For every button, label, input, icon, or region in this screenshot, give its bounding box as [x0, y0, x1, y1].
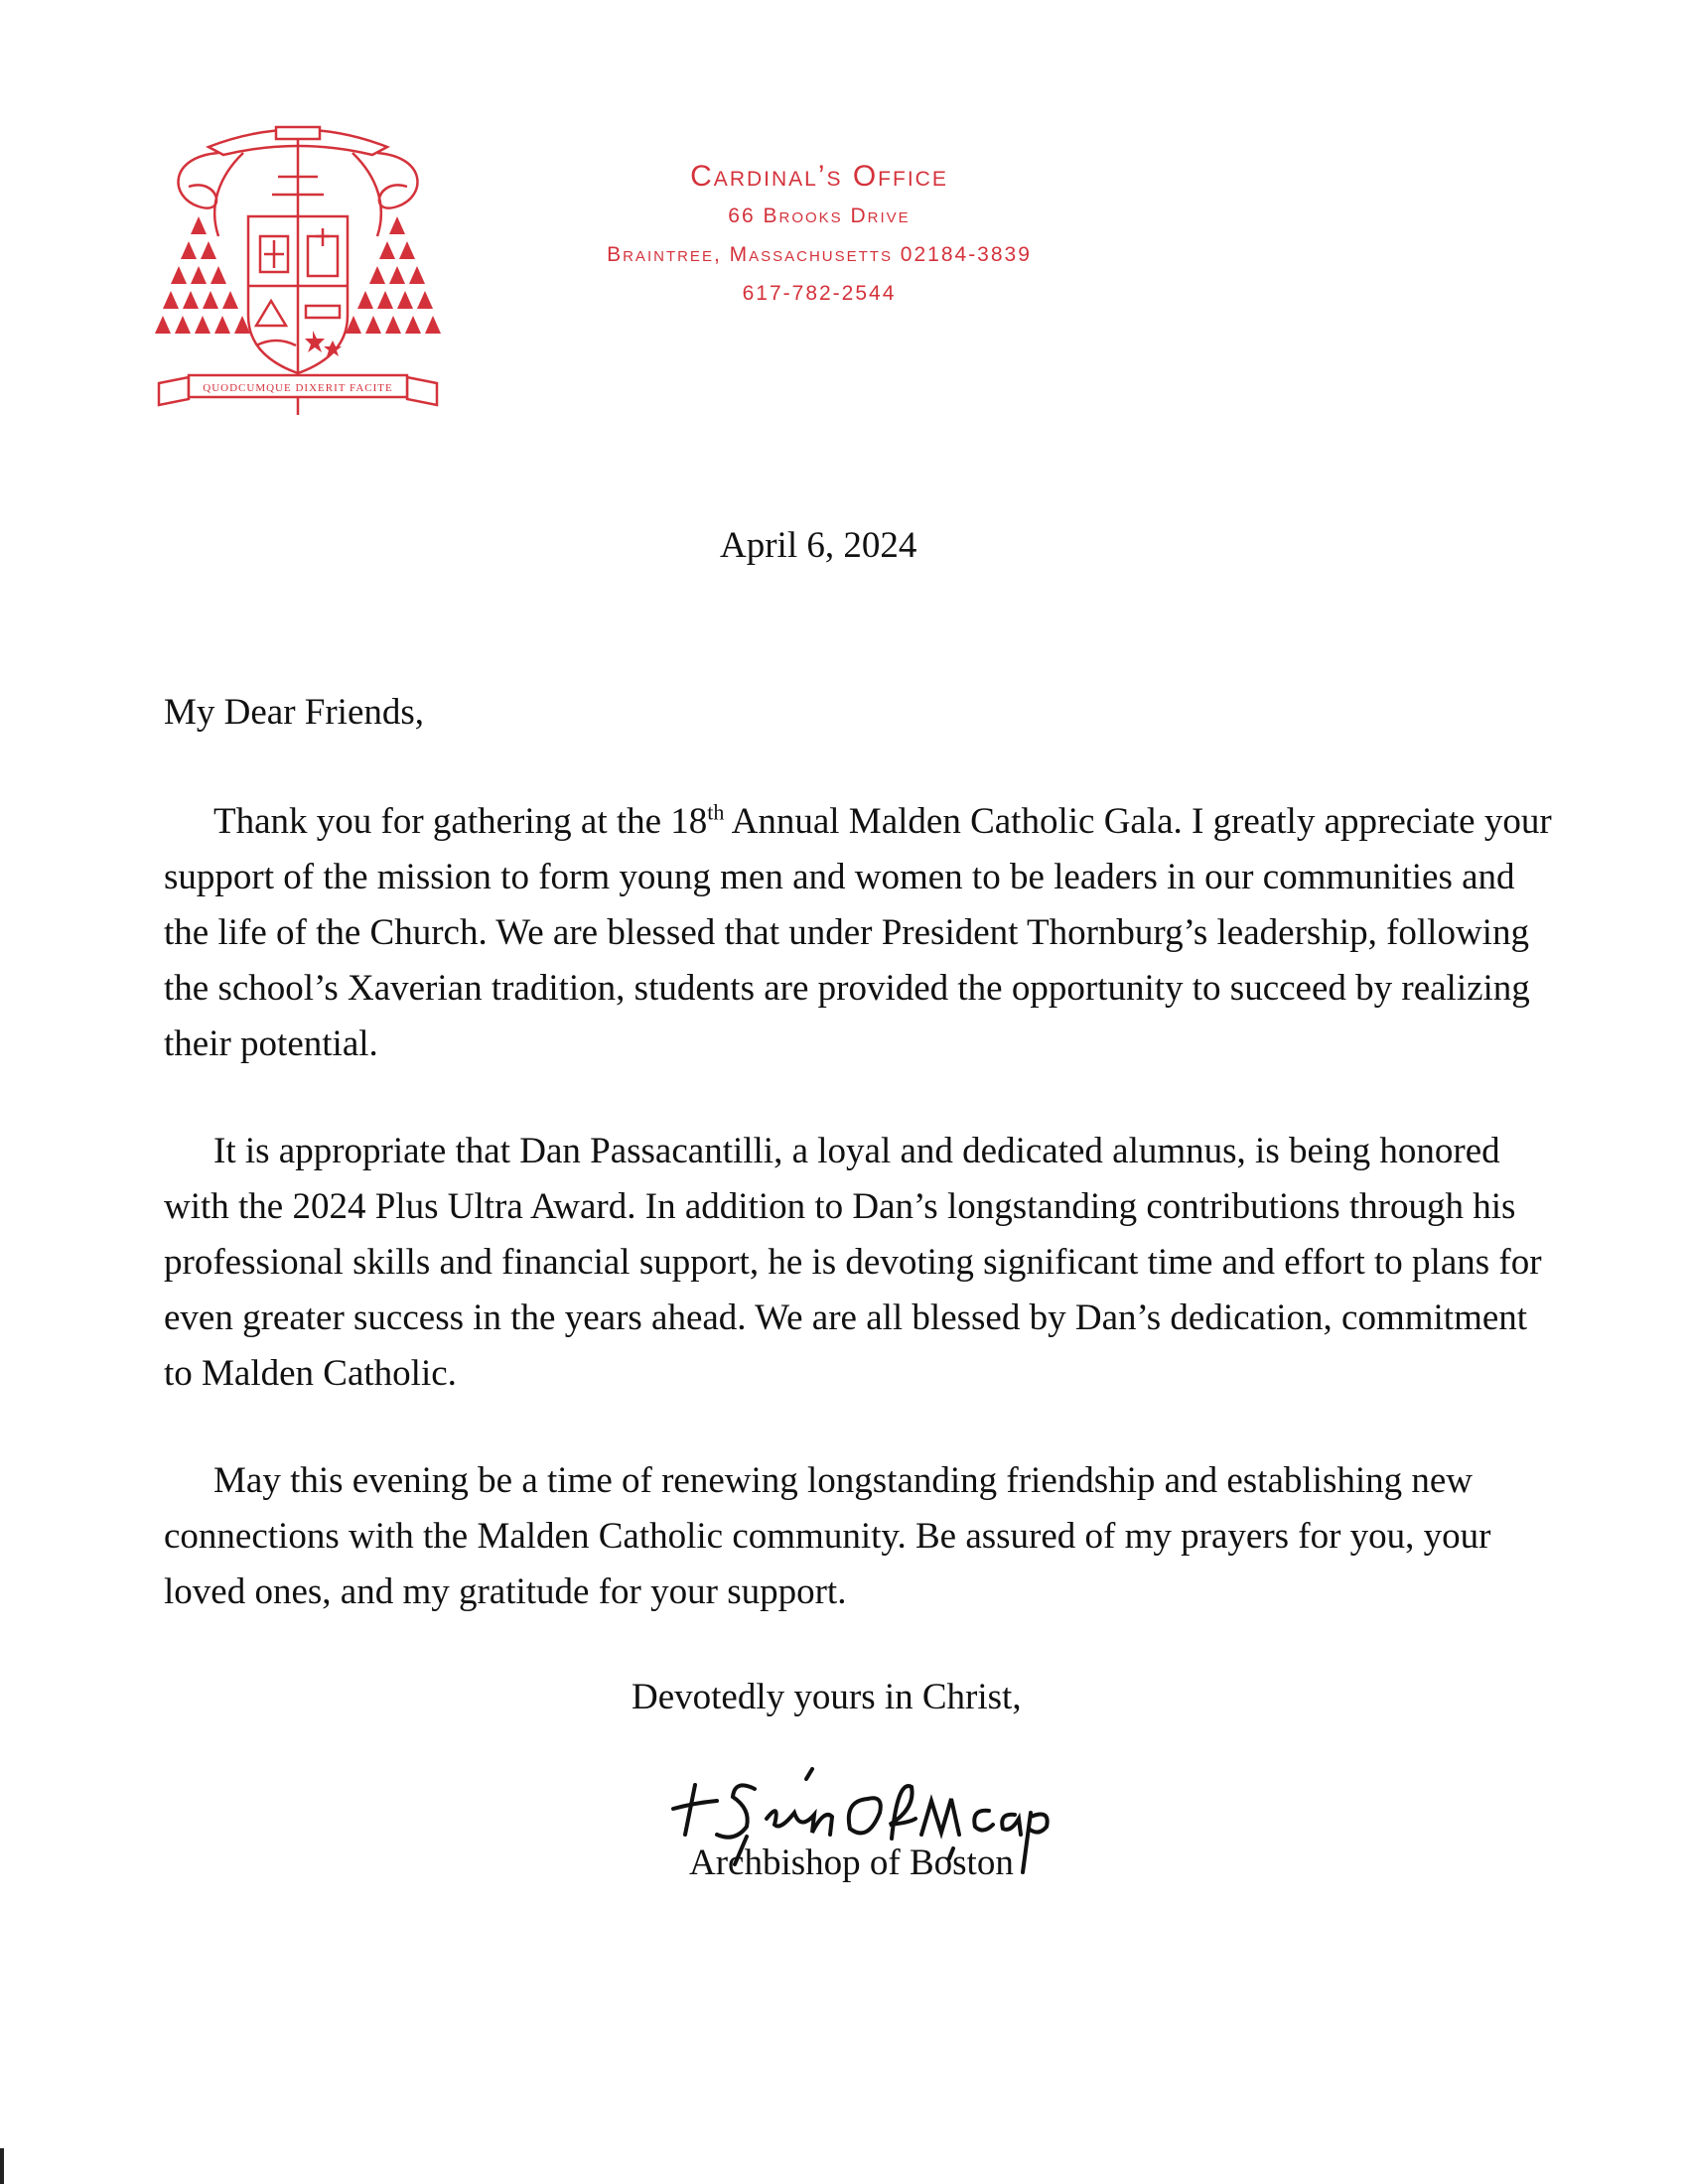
- closing: Devotedly yours in Christ,: [632, 1677, 1022, 1717]
- paragraph-1-rest: Annual Malden Catholic Gala. I greatly appreciate your support of the mission to form young men and women to be leaders in our communities and the life of the Church. We are blessed that under President Thornburg’s leadership, following the school’s Xaverian tradition, students are provided the opportunity to succeed by realizing their potential.: [164, 801, 1552, 1064]
- letter-date: April 6, 2024: [720, 525, 917, 566]
- phone-number: 617-782-2544: [742, 282, 897, 305]
- paragraph-1-start: Thank you for gathering at the 18: [213, 801, 708, 842]
- office-name: Cardinal’s Office: [690, 160, 948, 193]
- scan-edge-mark: [0, 2148, 4, 2184]
- paragraph-2: It is appropriate that Dan Passacantilli, a loyal and dedicated alumnus, is being honored with the 2024 Plus Ultra Award. In addition to Dan’s longstanding contributions through his professional skills and financial support, he is devoting significant time and effort to plans for even greater success in the years ahead. We are all blessed by Dan’s dedication, commitment to Malden Catholic.: [164, 1131, 1542, 1394]
- ordinal-suffix: th: [707, 799, 725, 825]
- motto-text: QUODCUMQUE DIXERIT FACITE: [203, 382, 393, 394]
- paragraph-1: [164, 794, 1554, 1072]
- paragraph-3: May this evening be a time of renewing longstanding friendship and establishing new connections with the Malden Catholic community. Be assured of my prayers for you, your loved ones, and my gratitude for your support.: [164, 1460, 1491, 1612]
- city-state-zip: Braintree, Massachusetts 02184-3839: [607, 243, 1032, 266]
- letterhead: [556, 157, 1082, 313]
- street-address: 66 Brooks Drive: [728, 205, 911, 227]
- signer-title: Archbishop of Boston: [689, 1843, 1014, 1883]
- salutation: My Dear Friends,: [164, 692, 425, 733]
- coat-of-arms-logo: [149, 117, 447, 425]
- letter-body: [164, 794, 1554, 1672]
